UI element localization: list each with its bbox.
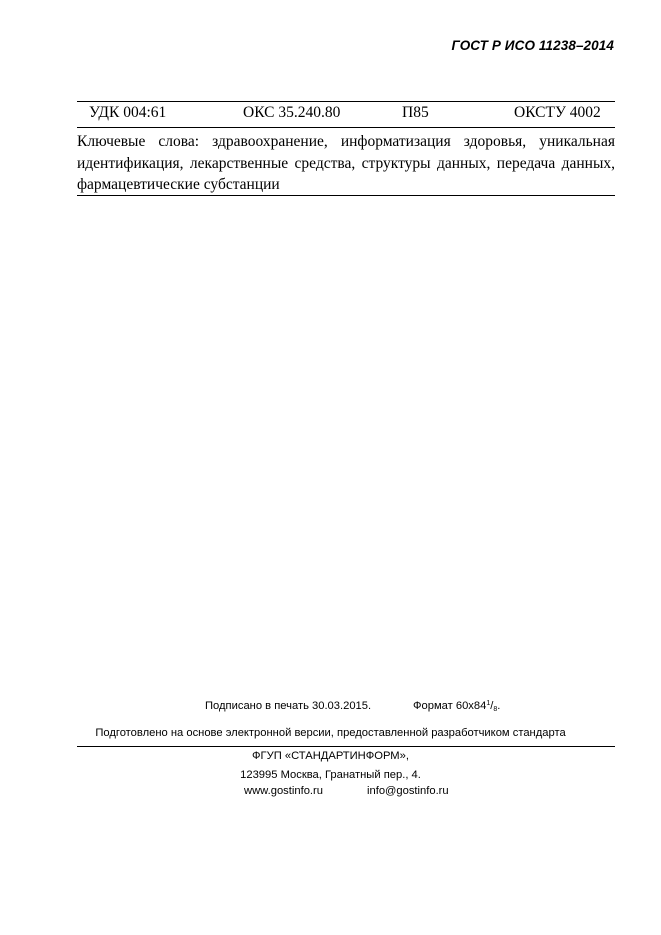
publisher-name: ФГУП «СТАНДАРТИНФОРМ», [252,750,409,762]
imprint-rule [77,746,615,747]
paper-format [413,700,500,713]
standard-code-header: ГОСТ Р ИСО 11238–2014 [451,38,614,53]
format-numerator: 1 [486,700,491,707]
format-denominator: 8 [493,706,498,713]
email-link[interactable]: info@gostinfo.ru [367,785,449,797]
prepared-note: Подготовлено на основе электронной версии, предоставленной разработчиком стандарта [95,727,566,739]
udk-code: УДК 004:61 [89,104,167,121]
oks-code: ОКС 35.240.80 [243,104,341,121]
keywords-rule [77,195,615,196]
format-end: . [497,700,501,712]
publisher-address: 123995 Москва, Гранатный пер., 4. [240,769,421,781]
website-link[interactable]: www.gostinfo.ru [244,785,323,797]
classification-rule [77,127,615,128]
group-code: П85 [402,104,429,121]
signed-date: Подписано в печать 30.03.2015. [205,700,372,712]
top-rule [77,101,615,102]
format-label: Формат 60х84 [413,700,487,712]
keywords-paragraph: Ключевые слова: здравоохранение, информатизация здоровья, уникальная идентификация, лекарственные средства, структуры данных, передача данных, фармацевтические субстанции [77,133,615,193]
classification-row [77,104,615,124]
okstu-code: ОКСТУ 4002 [514,104,601,121]
format-slash: / [490,700,494,712]
